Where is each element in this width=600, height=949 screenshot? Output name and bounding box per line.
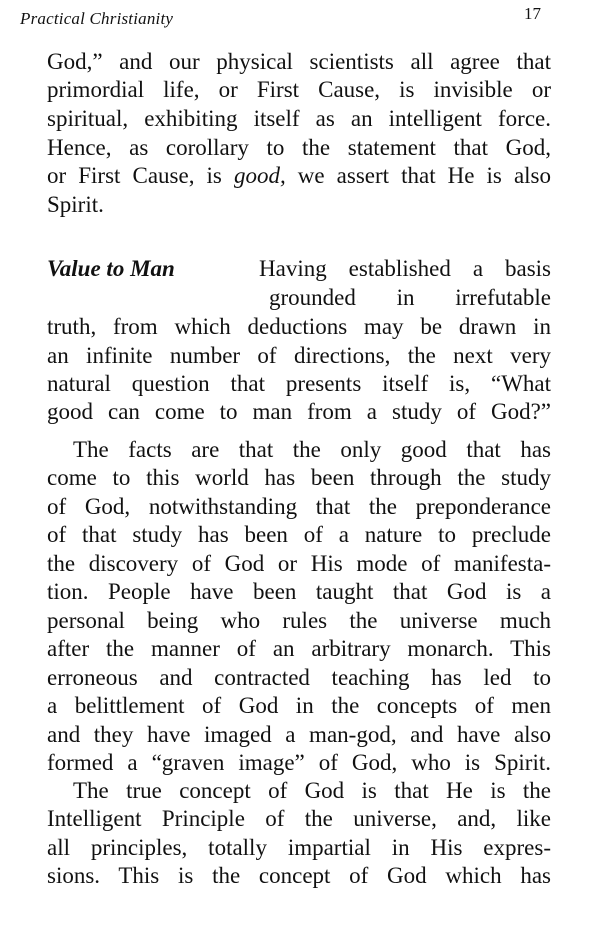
text-line: truth, from which deductions may be drawn in bbox=[47, 314, 551, 339]
text-line: The true concept of God is that He is the bbox=[73, 778, 551, 803]
text-line: an infinite number of directions, the next very bbox=[47, 343, 551, 368]
text-line: formed a “graven image” of God, who is Spirit. bbox=[47, 750, 551, 775]
text-line: a belittlement of God in the concepts of men bbox=[47, 693, 551, 718]
text-line: after the manner of an arbitrary monarch. This bbox=[47, 636, 551, 661]
text-line: personal being who rules the universe much bbox=[47, 608, 551, 633]
text-line bbox=[47, 162, 551, 190]
text-line: Spirit. bbox=[47, 192, 104, 217]
text-line: of that study has been of a nature to preclude bbox=[47, 522, 551, 547]
text-line: Intelligent Principle of the universe, and, like bbox=[47, 806, 551, 831]
text-line: good can come to man from a study of God?” bbox=[47, 399, 551, 424]
text-line: come to this world has been through the study bbox=[47, 465, 551, 490]
text-line: grounded in irrefutable bbox=[269, 285, 551, 310]
text-fragment: we assert that He is also bbox=[297, 163, 552, 188]
text-line: all principles, totally impartial in His expres- bbox=[47, 835, 551, 860]
text-line: Having established a basis bbox=[259, 256, 551, 281]
text-line: tion. People have been taught that God is a bbox=[47, 579, 551, 604]
text-line: natural question that presents itself is, “What bbox=[47, 371, 551, 396]
text-line: erroneous and contracted teaching has led to bbox=[47, 665, 551, 690]
text-line: the discovery of God or His mode of manifesta- bbox=[47, 551, 551, 576]
page-number: 17 bbox=[524, 4, 541, 23]
text-line: The facts are that the only good that has bbox=[73, 437, 551, 462]
text-line: primordial life, or First Cause, is invisible or bbox=[47, 77, 551, 102]
text-line: and they have imaged a man-god, and have also bbox=[47, 722, 551, 747]
text-line: sions. This is the concept of God which has bbox=[47, 863, 551, 888]
running-head: Practical Christianity bbox=[20, 9, 174, 28]
section-heading: Value to Man bbox=[47, 256, 175, 281]
text-fragment: or First Cause, is bbox=[47, 163, 222, 188]
emphasized-word: good, bbox=[233, 163, 286, 188]
text-line: God,” and our physical scientists all agree that bbox=[47, 49, 551, 74]
text-line: Hence, as corollary to the statement that God, bbox=[47, 135, 551, 160]
text-line: of God, notwithstanding that the preponderance bbox=[47, 494, 551, 519]
text-line: spiritual, exhibiting itself as an intelligent force. bbox=[47, 106, 551, 131]
